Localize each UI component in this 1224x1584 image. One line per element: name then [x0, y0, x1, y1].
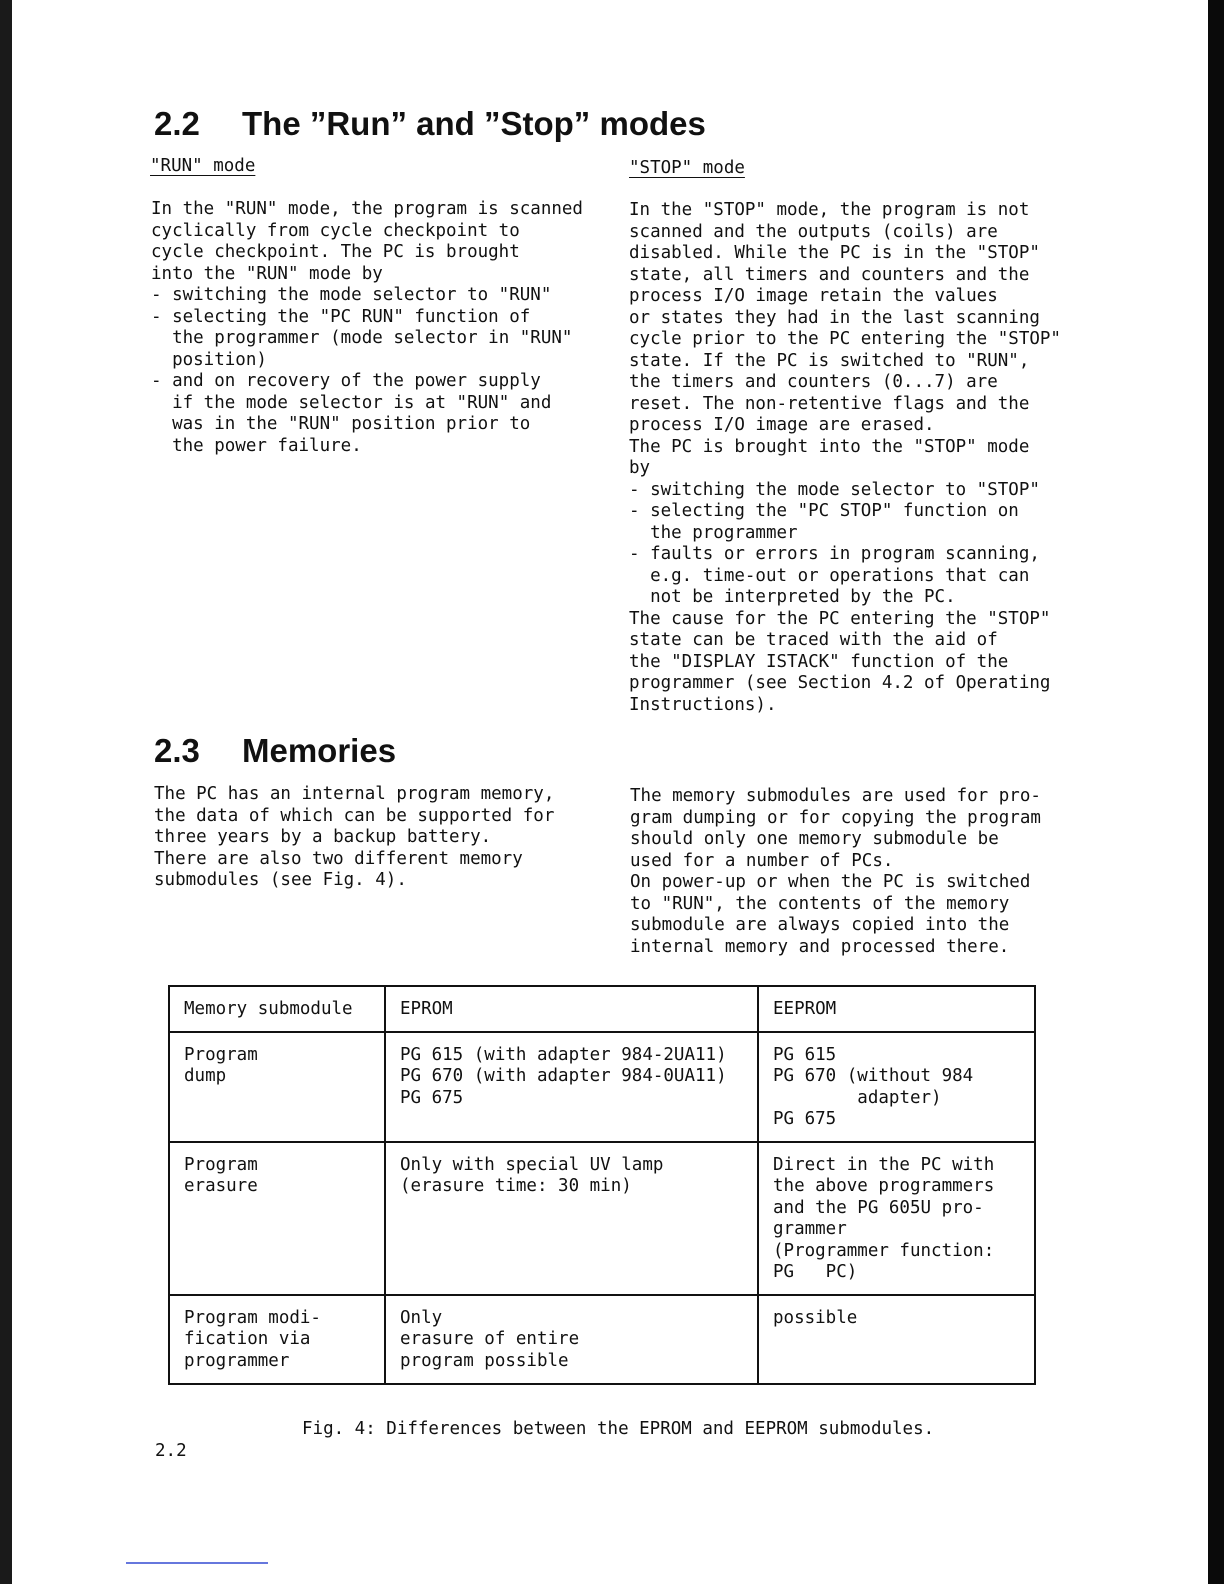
section-2-3-title: Memories	[242, 732, 397, 769]
section-2-3-number: 2.3	[154, 732, 200, 769]
run-mode-label: "RUN" mode	[150, 156, 256, 176]
table-cell: Only with special UV lamp (erasure time: 30 min)	[385, 1142, 758, 1295]
run-mode-text: In the "RUN" mode, the program is scanned cyclically from cycle checkpoint to cycle checkpoint. The PC is brought into the "RUN" mode by - switching the mode selector to "RUN" - selecting the "PC RUN" function of the programmer (mode selector in "RUN" position) - and on recovery of the power supply if the mode selector is at "RUN" and was in the "RUN" position prior to the power failure.	[151, 199, 583, 456]
scan-edge-left	[0, 0, 12, 1584]
figure-caption: Fig. 4: Differences between the EPROM and EEPROM submodules.	[302, 1419, 935, 1439]
table-row	[169, 1295, 1035, 1384]
table-cell: Program erasure	[169, 1142, 385, 1295]
submodule-comparison-table	[168, 985, 1036, 1385]
table-header-cell: Memory submodule	[169, 986, 385, 1032]
section-2-2-number: 2.2	[154, 105, 200, 142]
table-cell: Program modi- fication via programmer	[169, 1295, 385, 1384]
stop-mode-label: "STOP" mode	[629, 158, 745, 178]
table-header-cell: EEPROM	[758, 986, 1035, 1032]
footer-rule	[126, 1562, 268, 1564]
section-2-3-heading	[154, 731, 396, 771]
table-cell: PG 615 (with adapter 984-2UA11) PG 670 (with adapter 984-0UA11) PG 675	[385, 1032, 758, 1142]
section-2-2-heading	[154, 104, 706, 144]
table-header-cell: EPROM	[385, 986, 758, 1032]
section-2-2-title: The ”Run” and ”Stop” modes	[242, 105, 706, 142]
memories-right-text: The memory submodules are used for pro- gram dumping or for copying the program should only one memory submodule be used for a number of PCs. On power-up or when the PC is switched to "RUN", the contents of the memory submodule are always copied into the internal memory and processed there.	[630, 786, 1041, 957]
table-cell: Only erasure of entire program possible	[385, 1295, 758, 1384]
scan-edge-right	[1208, 0, 1224, 1584]
table-cell: Direct in the PC with the above programmers and the PG 605U pro- grammer (Programmer function: PG PC)	[758, 1142, 1035, 1295]
page-number: 2.2	[155, 1441, 187, 1461]
memories-left-text: The PC has an internal program memory, the data of which can be supported for three years by a backup battery. There are also two different memory submodules (see Fig. 4).	[154, 784, 555, 890]
table-row	[169, 1142, 1035, 1295]
table-cell: Program dump	[169, 1032, 385, 1142]
table-row	[169, 1032, 1035, 1142]
table-header-row	[169, 986, 1035, 1032]
table-cell: PG 615 PG 670 (without 984 adapter) PG 675	[758, 1032, 1035, 1142]
table-cell: possible	[758, 1295, 1035, 1384]
stop-mode-text: In the "STOP" mode, the program is not scanned and the outputs (coils) are disabled. While the PC is in the "STOP" state, all timers and counters and the process I/O image retain the values or states they had in the last scanning cycle prior to the PC entering the "STOP" state. If the PC is switched to "RUN", the timers and counters (0...7) are reset. The non-retentive flags and the process I/O image are erased. The PC is brought into the "STOP" mode by - switching the mode selector to "STOP" - selecting the "PC STOP" function on the programmer - faults or errors in program scanning, e.g. time-out or operations that can not be interpreted by the PC. The cause for the PC entering the "STOP" state can be traced with the aid of the "DISPLAY ISTACK" function of the programmer (see Section 4.2 of Operating Instructions).	[629, 200, 1061, 715]
